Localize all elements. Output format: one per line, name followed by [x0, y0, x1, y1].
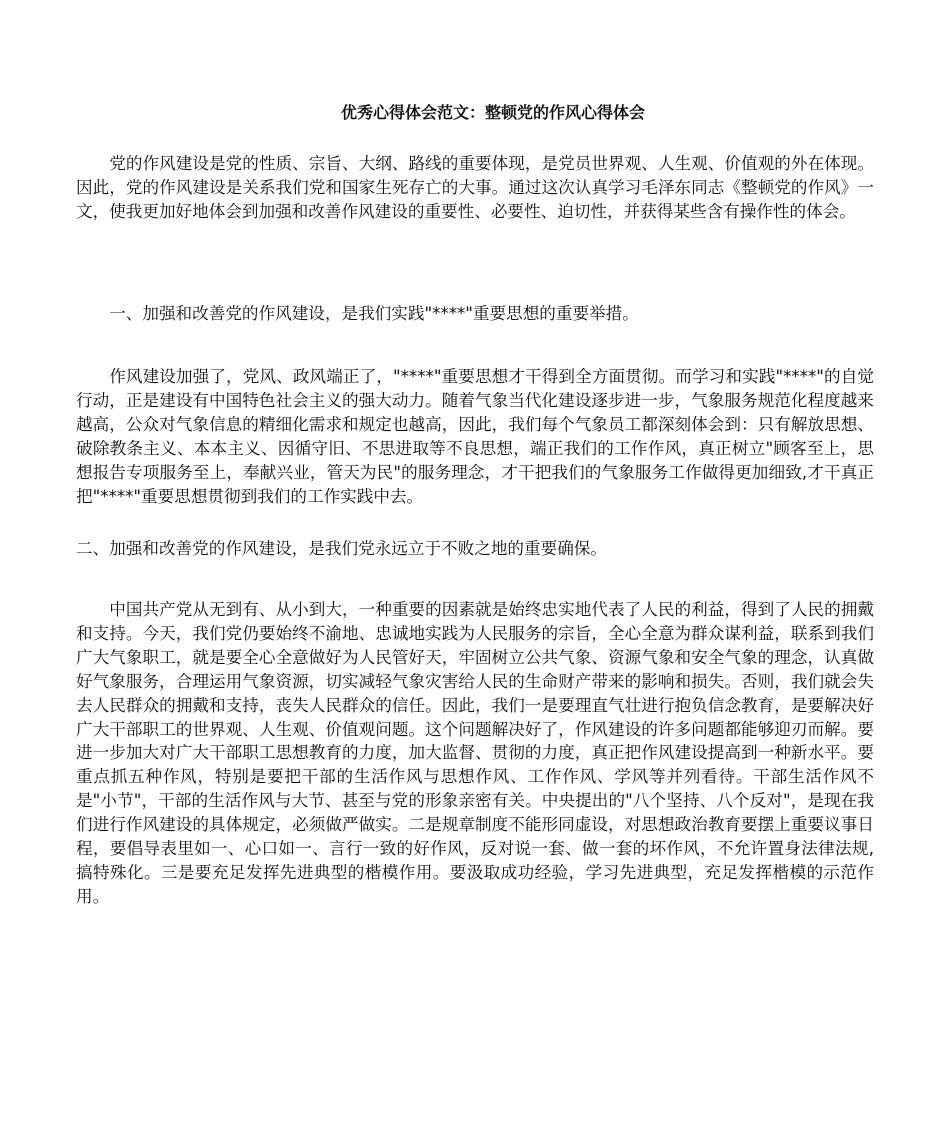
section-heading-2: 二、加强和改善党的作风建设，是我们党永远立于不败之地的重要确保。 [76, 539, 607, 558]
paragraph-intro: 党的作风建设是党的性质、宗旨、大纲、路线的重要体现，是党员世界观、人生观、价值观的外在体现。因此，党的作风建设是关系我们党和国家生死存亡的大事。通过这次认真学习毛泽东同志《整顿党的作风》一文，使我更加好地体会到加强和改善作风建设的重要性、必要性、迫切性，并获得某些含有操作性的体会。 [76, 154, 874, 221]
document-title: 优秀心得体会范文：整顿党的作风心得体会 [340, 103, 645, 122]
section-heading-1: 一、加强和改善党的作风建设，是我们实践"****"重要思想的重要举措。 [109, 304, 639, 323]
paragraph-section-2-body: 中国共产党从无到有、从小到大，一种重要的因素就是始终忠实地代表了人民的利益，得到了人民的拥戴和支持。今天，我们党仍要始终不渝地、忠诚地实践为人民服务的宗旨，全心全意为群众谋利益，联系到我们广大气象职工，就是要全心全意做好为人民管好天，牢固树立公共气象、资源气象和安全气象的理念，认真做好气象服务，合理运用气象资源，切实减轻气象灾害给人民的生命财产带来的影响和损失。否则，我们就会失去人民群众的拥戴和支持，丧失人民群众的信任。因此，我们一是要理直气壮进行抱负信念教育，是要解决好广大干部职工的世界观、人生观、价值观问题。这个问题解决好了，作风建设的许多问题都能够迎刃而解。要进一步加大对广大干部职工思想教育的力度，加大监督、贯彻的力度，真正把作风建设提高到一种新水平。要重点抓五种作风，特别是要把干部的生活作风与思想作风、工作作风、学风等并列看待。干部生活作风不是"小节"，干部的生活作风与大节、甚至与党的形象亲密有关。中央提出的"八个坚持、八个反对"，是现在我们进行作风建设的具体规定，必须做严做实。二是规章制度不能形同虚设，对思想政治教育要摆上重要议事日程，要倡导表里如一、心口如一、言行一致的好作风，反对说一套、做一套的坏作风，不允许置身法律法规,搞特殊化。三是要充足发挥先进典型的楷模作用。要汲取成功经验，学习先进典型，充足发挥楷模的示范作用。 [76, 600, 874, 906]
paragraph-section-1-body: 作风建设加强了，党风、政风端正了，"****"重要思想才干得到全方面贯彻。而学习和实践"****"的自觉行动，正是建设有中国特色社会主义的强大动力。随着气象当代化建设逐步进一步，气象服务规范化程度越来越高，公众对气象信息的精细化需求和规定也越高，因此，我们每个气象员工都深刻体会到：只有解放思想、破除教条主义、本本主义、因循守旧、不思进取等不良思想，端正我们的工作作风，真正树立"顾客至上，思想报告专项服务至上，奉献兴业，管天为民"的服务理念，才干把我们的气象服务工作做得更加细致,才干真正把"****"重要思想贯彻到我们的工作实践中去。 [76, 367, 874, 506]
